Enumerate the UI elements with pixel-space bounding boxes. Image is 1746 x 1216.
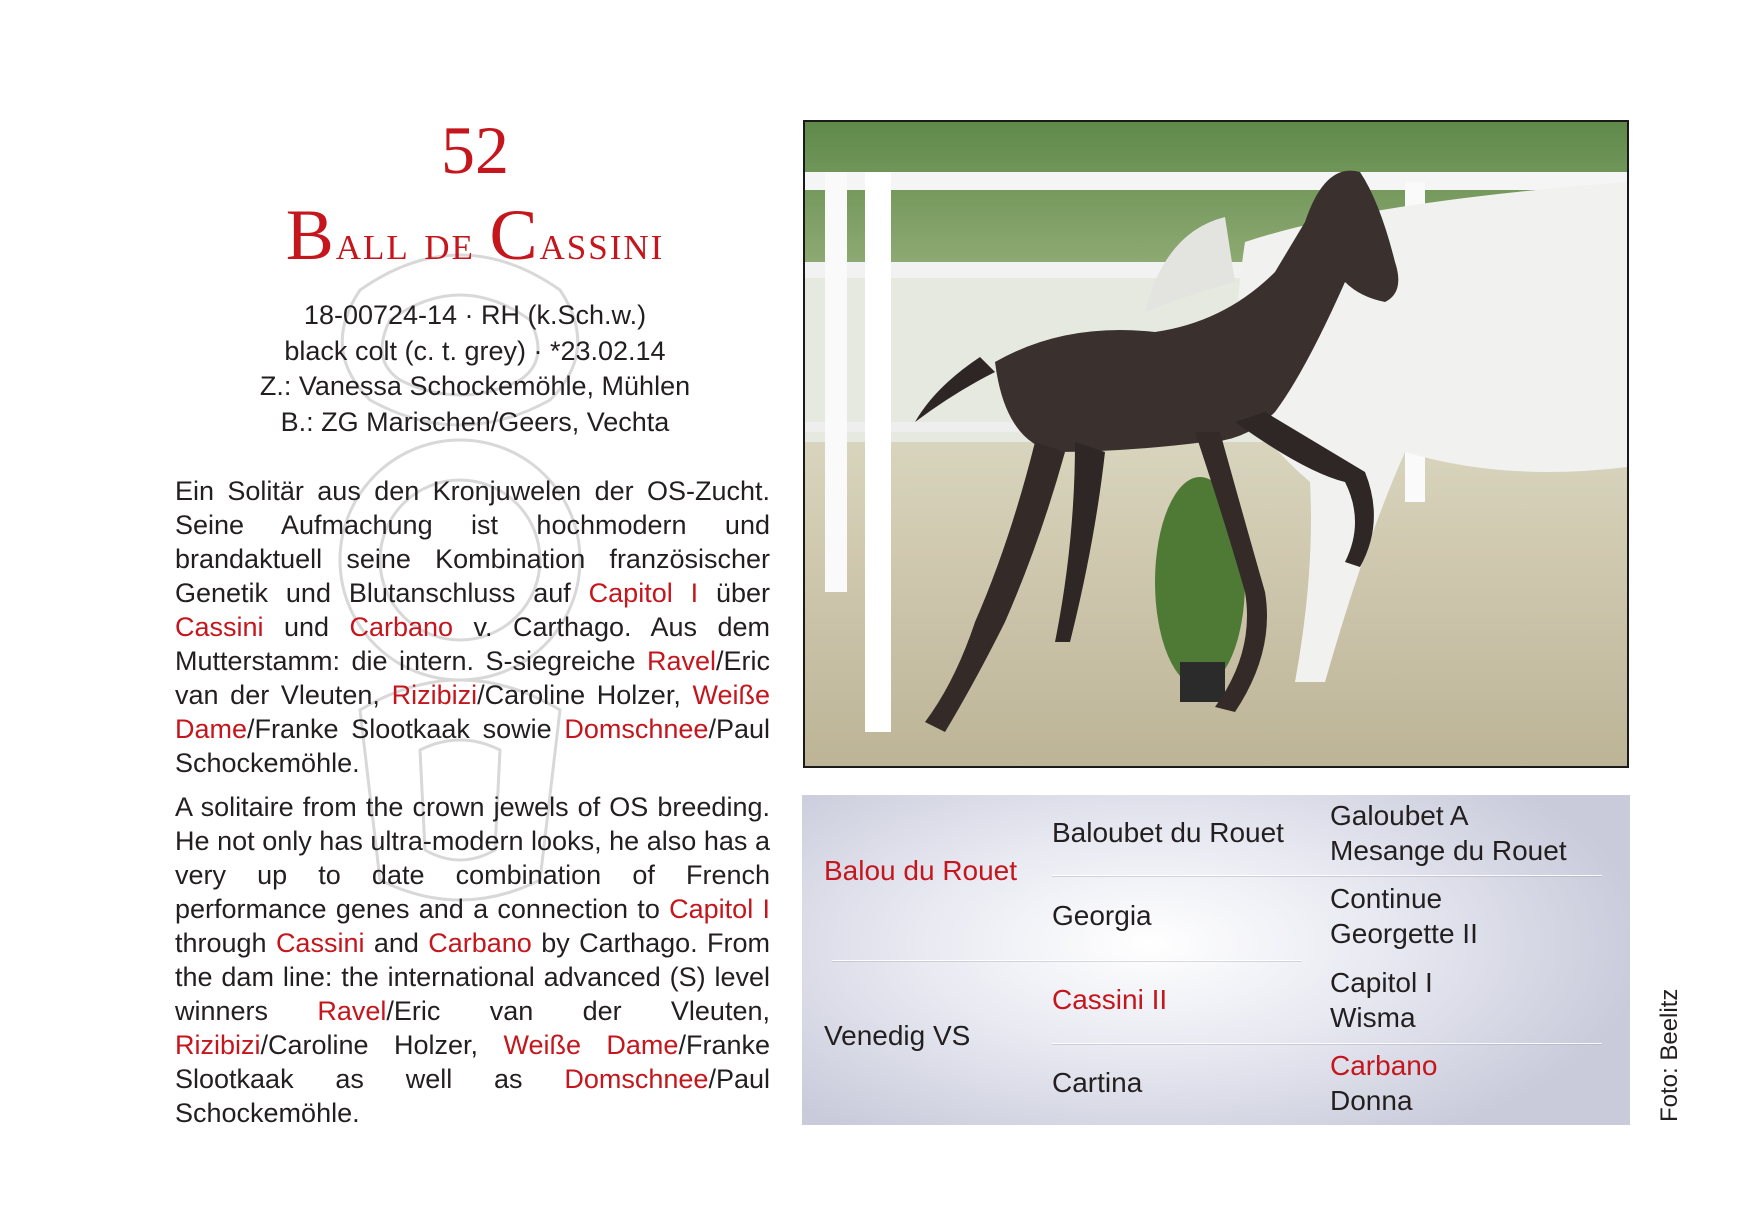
pedigree-sss: Galoubet A <box>1330 800 1469 831</box>
pedigree-sds: Continue <box>1330 883 1443 914</box>
pedigree-dam-dam: Cartina <box>1052 1067 1143 1098</box>
highlighted-horse-name: Cassini <box>175 612 264 642</box>
text-segment: and <box>364 928 429 958</box>
photo-credit: Foto: Beelitz <box>1656 988 1683 1122</box>
text-segment: /Eric van der Vleuten, <box>386 996 770 1026</box>
highlighted-horse-name: Carbano <box>428 928 532 958</box>
description-english <box>175 790 770 1130</box>
text-segment: Ein Solitär aus den Kronjuwelen der OS-Zucht. Seine Aufmachung ist hochmodern und brandaktuell seine Kombination französischer Genetik und Blutanschluss auf <box>175 476 770 608</box>
pedigree-sdd: Georgette II <box>1330 918 1478 949</box>
text-segment: und <box>263 612 350 642</box>
text-segment: über <box>698 578 770 608</box>
pedigree-dss: Capitol I <box>1330 967 1433 998</box>
breeder-line: Z.: Vanessa Schockemöhle, Mühlen <box>259 371 691 401</box>
highlighted-horse-name: Rizibizi <box>391 680 478 710</box>
highlighted-horse-name: Carbano <box>349 612 454 642</box>
pedigree-dsd: Wisma <box>1330 1002 1416 1033</box>
highlighted-horse-name: Cassini <box>275 928 365 958</box>
text-segment: A solitaire from the crown jewels of OS breeding. He not only has ultra-modern looks, he also has a very up to date combination of French performance genes and a connection to <box>175 792 770 924</box>
description-german <box>175 474 770 780</box>
pedigree-ddd: Donna <box>1330 1085 1413 1116</box>
highlighted-horse-name: Capitol I <box>669 894 770 924</box>
pedigree-ssd: Mesange du Rouet <box>1330 835 1567 866</box>
text-segment: /Caroline Holzer, <box>477 680 693 710</box>
text-segment: /Paul Schockemöhle. <box>175 1064 770 1128</box>
pedigree-sire-sire: Baloubet du Rouet <box>1052 817 1284 848</box>
highlighted-horse-name: Weiße Dame <box>175 680 771 744</box>
text-segment: /Eric van der Vleuten, <box>175 646 770 710</box>
pedigree-sire-dam: Georgia <box>1052 900 1152 931</box>
pedigree-sire: Balou du Rouet <box>824 855 1018 886</box>
lot-number: 52 <box>441 112 509 188</box>
description-line: black colt (c. t. grey) · *23.02.14 <box>284 335 666 366</box>
highlighted-horse-name: Ravel <box>317 996 387 1026</box>
highlighted-horse-name: Weiße Dame <box>503 1030 679 1060</box>
highlighted-horse-name: Rizibizi <box>175 1030 261 1060</box>
highlighted-horse-name: Ravel <box>646 646 716 676</box>
horse-name: Ball de Cassini <box>285 195 665 275</box>
text-segment: by Carthago. From the dam line: the international advanced (S) level winners <box>175 928 770 1026</box>
horse-details <box>175 298 775 440</box>
text-segment: v. Carthago. Aus dem Mutterstamm: die intern. S-siegreiche <box>175 612 770 676</box>
pedigree-dds: Carbano <box>1330 1050 1438 1081</box>
highlighted-horse-name: Domschnee <box>564 1064 709 1094</box>
owner-line: B.: ZG Marischen/Geers, Vechta <box>280 406 670 437</box>
pedigree-dam: Venedig VS <box>824 1020 971 1051</box>
pedigree-dam-sire: Cassini II <box>1052 984 1168 1015</box>
text-segment: /Franke Slootkaak sowie <box>247 714 565 744</box>
text-segment: /Caroline Holzer, <box>260 1030 504 1060</box>
registration-line: 18-00724-14 · RH (k.Sch.w.) <box>303 300 647 330</box>
text-segment: /Paul Schockemöhle. <box>175 714 770 778</box>
highlighted-horse-name: Capitol I <box>588 578 699 608</box>
foal-photo <box>803 120 1629 768</box>
highlighted-horse-name: Domschnee <box>564 714 709 744</box>
text-segment: through <box>175 928 276 958</box>
text-segment: /Franke Slootkaak as well as <box>175 1030 770 1094</box>
pedigree-table <box>802 795 1630 1125</box>
